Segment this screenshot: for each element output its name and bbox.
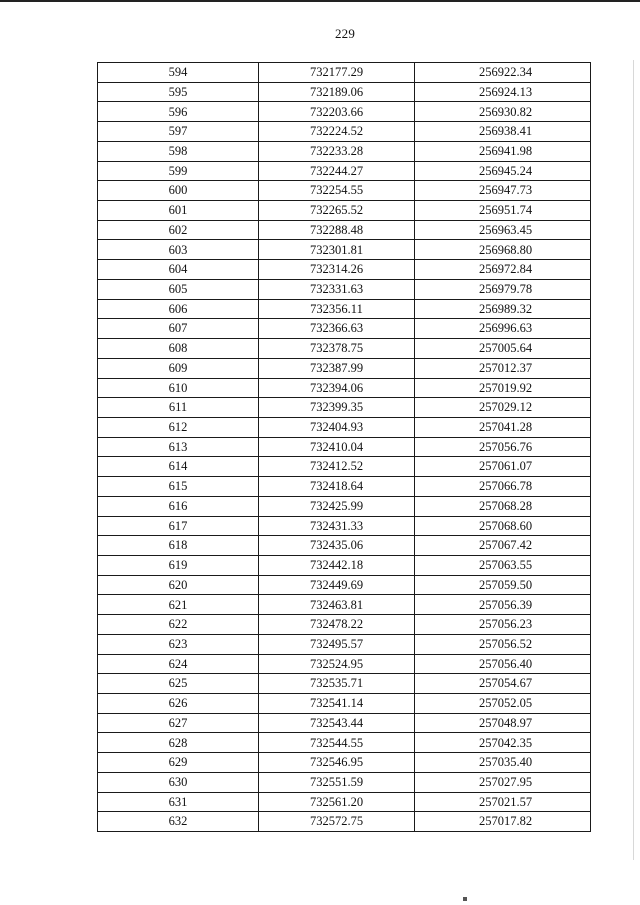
- table-row: [98, 792, 591, 812]
- cell-text: 732435.06: [309, 538, 364, 553]
- point-number-cell: [98, 674, 259, 694]
- y-coordinate-cell: [415, 299, 591, 319]
- point-number-cell: [98, 792, 259, 812]
- y-coordinate-cell: [415, 713, 591, 733]
- y-coordinate-cell: [415, 201, 591, 221]
- cell-text: 601: [168, 203, 188, 218]
- cell-text: 257067.42: [478, 538, 533, 553]
- x-coordinate-cell: [259, 181, 415, 201]
- x-coordinate-cell: [259, 457, 415, 477]
- cell-text: 257029.12: [478, 400, 533, 415]
- cell-text: 602: [168, 222, 188, 237]
- cell-text: 257063.55: [478, 558, 533, 573]
- y-coordinate-cell: [415, 555, 591, 575]
- x-coordinate-cell: [259, 654, 415, 674]
- table-row: [98, 713, 591, 733]
- cell-text: 256945.24: [478, 163, 533, 178]
- y-coordinate-cell: [415, 457, 591, 477]
- cell-text: 257021.57: [478, 794, 533, 809]
- cell-text: 732535.71: [309, 676, 364, 691]
- y-coordinate-cell: [415, 496, 591, 516]
- cell-text: 257027.95: [478, 774, 533, 789]
- cell-text: 632: [168, 814, 188, 829]
- cell-text: 256941.98: [478, 143, 533, 158]
- table-row: [98, 595, 591, 615]
- x-coordinate-cell: [259, 240, 415, 260]
- cell-text: 732265.52: [309, 203, 364, 218]
- table-row: [98, 339, 591, 359]
- table-row: [98, 398, 591, 418]
- x-coordinate-cell: [259, 417, 415, 437]
- table-row: [98, 220, 591, 240]
- x-coordinate-cell: [259, 694, 415, 714]
- point-number-cell: [98, 753, 259, 773]
- cell-text: 257012.37: [478, 360, 533, 375]
- y-coordinate-cell: [415, 812, 591, 832]
- x-coordinate-cell: [259, 378, 415, 398]
- cell-text: 732224.52: [309, 124, 364, 139]
- cell-text: 257042.35: [478, 735, 533, 750]
- point-number-cell: [98, 595, 259, 615]
- cell-text: 732410.04: [309, 439, 364, 454]
- point-number-cell: [98, 319, 259, 339]
- cell-text: 600: [168, 183, 188, 198]
- cell-text: 257056.40: [478, 656, 533, 671]
- cell-text: 614: [168, 459, 188, 474]
- table-row: [98, 260, 591, 280]
- cell-text: 629: [168, 755, 188, 770]
- cell-text: 257048.97: [478, 715, 533, 730]
- cell-text: 631: [168, 794, 188, 809]
- cell-text: 257059.50: [478, 577, 533, 592]
- cell-text: 732495.57: [309, 636, 364, 651]
- cell-text: 623: [168, 636, 188, 651]
- cell-text: 257061.07: [478, 459, 533, 474]
- table-row: [98, 102, 591, 122]
- cell-text: 732288.48: [309, 222, 364, 237]
- cell-text: 620: [168, 577, 188, 592]
- cell-text: 616: [168, 498, 188, 513]
- table-row: [98, 279, 591, 299]
- cell-text: 732394.06: [309, 380, 364, 395]
- cell-text: 257019.92: [478, 380, 533, 395]
- page-edge-shadow: [633, 60, 634, 860]
- point-number-cell: [98, 358, 259, 378]
- point-number-cell: [98, 82, 259, 102]
- y-coordinate-cell: [415, 753, 591, 773]
- table-row: [98, 753, 591, 773]
- cell-text: 732412.52: [309, 459, 364, 474]
- x-coordinate-cell: [259, 122, 415, 142]
- x-coordinate-cell: [259, 713, 415, 733]
- point-number-cell: [98, 575, 259, 595]
- coordinate-table-body: [98, 63, 591, 832]
- point-number-cell: [98, 161, 259, 181]
- x-coordinate-cell: [259, 555, 415, 575]
- x-coordinate-cell: [259, 753, 415, 773]
- cell-text: 732301.81: [309, 242, 364, 257]
- y-coordinate-cell: [415, 378, 591, 398]
- point-number-cell: [98, 733, 259, 753]
- cell-text: 256951.74: [478, 203, 533, 218]
- cell-text: 606: [168, 301, 188, 316]
- cell-text: 732314.26: [309, 262, 364, 277]
- point-number-cell: [98, 378, 259, 398]
- cell-text: 621: [168, 597, 188, 612]
- cell-text: 256996.63: [478, 321, 533, 336]
- cell-text: 627: [168, 715, 188, 730]
- y-coordinate-cell: [415, 477, 591, 497]
- table-row: [98, 772, 591, 792]
- cell-text: 628: [168, 735, 188, 750]
- top-border-line: [0, 0, 640, 2]
- point-number-cell: [98, 201, 259, 221]
- table-row: [98, 181, 591, 201]
- table-row: [98, 733, 591, 753]
- x-coordinate-cell: [259, 279, 415, 299]
- cell-text: 256968.80: [478, 242, 533, 257]
- cell-text: 256938.41: [478, 124, 533, 139]
- y-coordinate-cell: [415, 772, 591, 792]
- cell-text: 732177.29: [309, 65, 364, 80]
- point-number-cell: [98, 812, 259, 832]
- table-row: [98, 437, 591, 457]
- y-coordinate-cell: [415, 516, 591, 536]
- cell-text: 732244.27: [309, 163, 364, 178]
- point-number-cell: [98, 141, 259, 161]
- point-number-cell: [98, 496, 259, 516]
- point-number-cell: [98, 279, 259, 299]
- cell-text: 257068.60: [478, 518, 533, 533]
- table-row: [98, 378, 591, 398]
- cell-text: 257068.28: [478, 498, 533, 513]
- table-row: [98, 319, 591, 339]
- y-coordinate-cell: [415, 398, 591, 418]
- y-coordinate-cell: [415, 161, 591, 181]
- table-row: [98, 516, 591, 536]
- x-coordinate-cell: [259, 772, 415, 792]
- cell-text: 256922.34: [478, 65, 533, 80]
- point-number-cell: [98, 536, 259, 556]
- y-coordinate-cell: [415, 575, 591, 595]
- x-coordinate-cell: [259, 220, 415, 240]
- table-row: [98, 417, 591, 437]
- cell-text: 256924.13: [478, 84, 533, 99]
- cell-text: 610: [168, 380, 188, 395]
- point-number-cell: [98, 555, 259, 575]
- table-row: [98, 161, 591, 181]
- cell-text: 732442.18: [309, 558, 364, 573]
- cell-text: 732546.95: [309, 755, 364, 770]
- cell-text: 595: [168, 84, 188, 99]
- cell-text: 732449.69: [309, 577, 364, 592]
- y-coordinate-cell: [415, 240, 591, 260]
- cell-text: 597: [168, 124, 188, 139]
- cell-text: 603: [168, 242, 188, 257]
- cell-text: 609: [168, 360, 188, 375]
- table-row: [98, 575, 591, 595]
- cell-text: 732431.33: [309, 518, 364, 533]
- y-coordinate-cell: [415, 634, 591, 654]
- cell-text: 732399.35: [309, 400, 364, 415]
- cell-text: 619: [168, 558, 188, 573]
- cell-text: 732203.66: [309, 104, 364, 119]
- cell-text: 257056.76: [478, 439, 533, 454]
- table-row: [98, 555, 591, 575]
- cell-text: 256989.32: [478, 301, 533, 316]
- coordinate-table: [97, 62, 591, 832]
- point-number-cell: [98, 615, 259, 635]
- y-coordinate-cell: [415, 358, 591, 378]
- cell-text: 257056.52: [478, 636, 533, 651]
- x-coordinate-cell: [259, 358, 415, 378]
- cell-text: 257005.64: [478, 341, 533, 356]
- y-coordinate-cell: [415, 82, 591, 102]
- y-coordinate-cell: [415, 339, 591, 359]
- point-number-cell: [98, 181, 259, 201]
- cell-text: 732366.63: [309, 321, 364, 336]
- x-coordinate-cell: [259, 398, 415, 418]
- cell-text: 732561.20: [309, 794, 364, 809]
- cell-text: 732418.64: [309, 479, 364, 494]
- cell-text: 257056.39: [478, 597, 533, 612]
- y-coordinate-cell: [415, 102, 591, 122]
- x-coordinate-cell: [259, 319, 415, 339]
- cell-text: 607: [168, 321, 188, 336]
- cell-text: 732254.55: [309, 183, 364, 198]
- cell-text: 732233.28: [309, 143, 364, 158]
- scan-artifact-mark: [463, 897, 467, 901]
- cell-text: 630: [168, 774, 188, 789]
- x-coordinate-cell: [259, 477, 415, 497]
- cell-text: 596: [168, 104, 188, 119]
- cell-text: 612: [168, 420, 188, 435]
- x-coordinate-cell: [259, 674, 415, 694]
- cell-text: 732189.06: [309, 84, 364, 99]
- point-number-cell: [98, 398, 259, 418]
- cell-text: 257054.67: [478, 676, 533, 691]
- cell-text: 257056.23: [478, 617, 533, 632]
- cell-text: 732378.75: [309, 341, 364, 356]
- cell-text: 732541.14: [309, 696, 364, 711]
- y-coordinate-cell: [415, 615, 591, 635]
- cell-text: 624: [168, 656, 188, 671]
- cell-text: 604: [168, 262, 188, 277]
- cell-text: 608: [168, 341, 188, 356]
- table-row: [98, 536, 591, 556]
- cell-text: 618: [168, 538, 188, 553]
- table-row: [98, 812, 591, 832]
- point-number-cell: [98, 220, 259, 240]
- y-coordinate-cell: [415, 694, 591, 714]
- table-row: [98, 299, 591, 319]
- x-coordinate-cell: [259, 792, 415, 812]
- table-row: [98, 615, 591, 635]
- x-coordinate-cell: [259, 161, 415, 181]
- table-row: [98, 674, 591, 694]
- cell-text: 732572.75: [309, 814, 364, 829]
- cell-text: 732551.59: [309, 774, 364, 789]
- point-number-cell: [98, 240, 259, 260]
- x-coordinate-cell: [259, 299, 415, 319]
- cell-text: 732425.99: [309, 498, 364, 513]
- x-coordinate-cell: [259, 733, 415, 753]
- y-coordinate-cell: [415, 536, 591, 556]
- table-row: [98, 240, 591, 260]
- y-coordinate-cell: [415, 260, 591, 280]
- table-row: [98, 201, 591, 221]
- table-row: [98, 358, 591, 378]
- point-number-cell: [98, 772, 259, 792]
- cell-text: 605: [168, 282, 188, 297]
- x-coordinate-cell: [259, 141, 415, 161]
- y-coordinate-cell: [415, 437, 591, 457]
- y-coordinate-cell: [415, 141, 591, 161]
- x-coordinate-cell: [259, 536, 415, 556]
- cell-text: 256963.45: [478, 222, 533, 237]
- cell-text: 732387.99: [309, 360, 364, 375]
- y-coordinate-cell: [415, 654, 591, 674]
- cell-text: 599: [168, 163, 188, 178]
- table-row: [98, 457, 591, 477]
- cell-text: 594: [168, 65, 188, 80]
- cell-text: 732543.44: [309, 715, 364, 730]
- y-coordinate-cell: [415, 181, 591, 201]
- cell-text: 256947.73: [478, 183, 533, 198]
- y-coordinate-cell: [415, 220, 591, 240]
- y-coordinate-cell: [415, 595, 591, 615]
- y-coordinate-cell: [415, 792, 591, 812]
- point-number-cell: [98, 63, 259, 83]
- y-coordinate-cell: [415, 733, 591, 753]
- cell-text: 257041.28: [478, 420, 533, 435]
- x-coordinate-cell: [259, 575, 415, 595]
- cell-text: 732524.95: [309, 656, 364, 671]
- point-number-cell: [98, 299, 259, 319]
- table-row: [98, 122, 591, 142]
- point-number-cell: [98, 713, 259, 733]
- cell-text: 626: [168, 696, 188, 711]
- x-coordinate-cell: [259, 634, 415, 654]
- point-number-cell: [98, 654, 259, 674]
- x-coordinate-cell: [259, 102, 415, 122]
- cell-text: 257066.78: [478, 479, 533, 494]
- y-coordinate-cell: [415, 319, 591, 339]
- x-coordinate-cell: [259, 812, 415, 832]
- cell-text: 257035.40: [478, 755, 533, 770]
- table-row: [98, 634, 591, 654]
- page-number: 229: [334, 26, 356, 41]
- y-coordinate-cell: [415, 63, 591, 83]
- cell-text: 625: [168, 676, 188, 691]
- cell-text: 615: [168, 479, 188, 494]
- x-coordinate-cell: [259, 63, 415, 83]
- cell-text: 256930.82: [478, 104, 533, 119]
- point-number-cell: [98, 477, 259, 497]
- cell-text: 732404.93: [309, 420, 364, 435]
- point-number-cell: [98, 260, 259, 280]
- cell-text: 622: [168, 617, 188, 632]
- y-coordinate-cell: [415, 674, 591, 694]
- cell-text: 611: [168, 400, 188, 415]
- x-coordinate-cell: [259, 615, 415, 635]
- point-number-cell: [98, 102, 259, 122]
- point-number-cell: [98, 634, 259, 654]
- cell-text: 256972.84: [478, 262, 533, 277]
- cell-text: 732331.63: [309, 282, 364, 297]
- point-number-cell: [98, 417, 259, 437]
- cell-text: 732478.22: [309, 617, 364, 632]
- cell-text: 732544.55: [309, 735, 364, 750]
- point-number-cell: [98, 457, 259, 477]
- point-number-cell: [98, 694, 259, 714]
- cell-text: 257017.82: [478, 814, 533, 829]
- x-coordinate-cell: [259, 437, 415, 457]
- table-row: [98, 654, 591, 674]
- y-coordinate-cell: [415, 122, 591, 142]
- cell-text: 598: [168, 143, 188, 158]
- point-number-cell: [98, 122, 259, 142]
- x-coordinate-cell: [259, 595, 415, 615]
- table-row: [98, 477, 591, 497]
- point-number-cell: [98, 516, 259, 536]
- table-row: [98, 694, 591, 714]
- cell-text: 617: [168, 518, 188, 533]
- point-number-cell: [98, 437, 259, 457]
- y-coordinate-cell: [415, 279, 591, 299]
- table-row: [98, 141, 591, 161]
- x-coordinate-cell: [259, 496, 415, 516]
- cell-text: 613: [168, 439, 188, 454]
- y-coordinate-cell: [415, 417, 591, 437]
- x-coordinate-cell: [259, 201, 415, 221]
- cell-text: 732356.11: [310, 301, 363, 316]
- table-row: [98, 63, 591, 83]
- cell-text: 732463.81: [309, 597, 364, 612]
- cell-text: 256979.78: [478, 282, 533, 297]
- point-number-cell: [98, 339, 259, 359]
- table-row: [98, 82, 591, 102]
- x-coordinate-cell: [259, 260, 415, 280]
- x-coordinate-cell: [259, 82, 415, 102]
- x-coordinate-cell: [259, 516, 415, 536]
- table-row: [98, 496, 591, 516]
- x-coordinate-cell: [259, 339, 415, 359]
- cell-text: 257052.05: [478, 696, 533, 711]
